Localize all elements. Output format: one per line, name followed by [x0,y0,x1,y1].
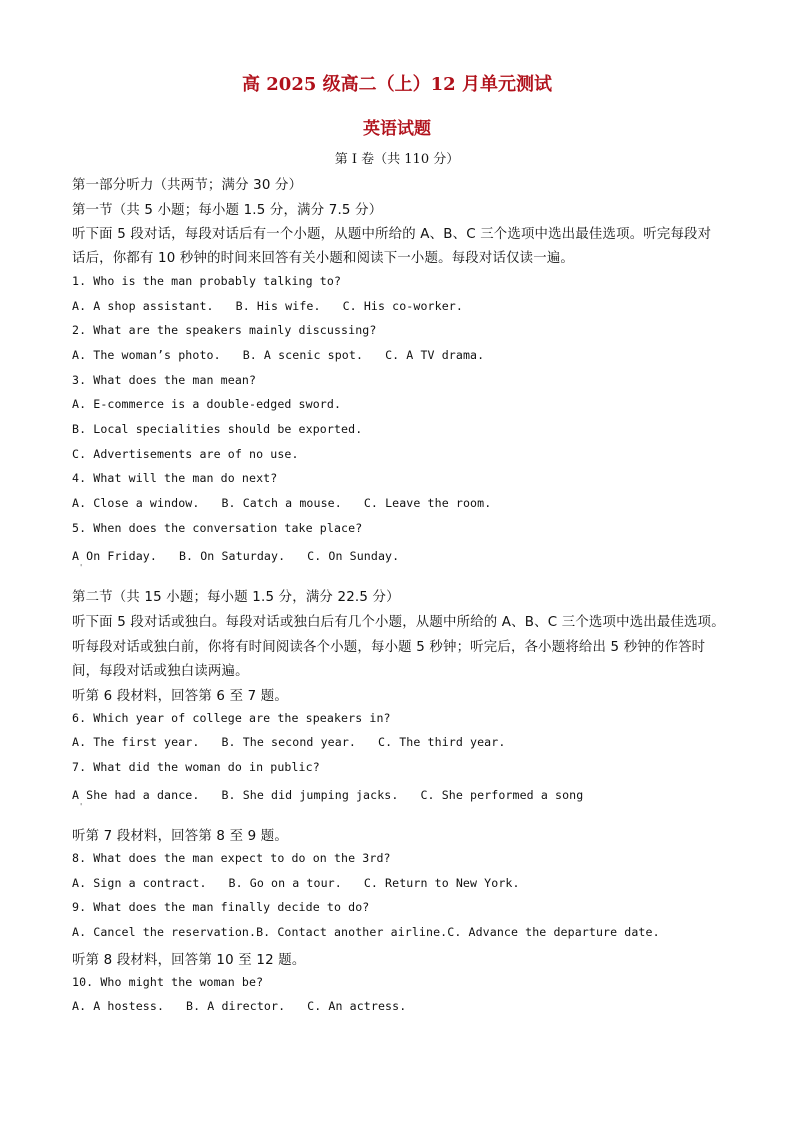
section1-instructions-line1: 听下面 5 段对话，每段对话后有一个小题，从题中所给的 A、B、C 三个选项中选出最佳选项。听完每段对 [72,227,712,242]
question-10-options [72,999,406,1013]
option-b: B. His wife. [235,299,321,313]
question-5-stem: 5. When does the conversation take place? [72,521,363,535]
option-c: C. On Sunday. [307,549,400,563]
section2-instructions-line2: 听每段对话或独白前，你将有时间阅读各个小题，每小题 5 秒钟；听完后，各小题将给出 5 秒钟的作答时 [72,640,706,655]
option-b: B. On Saturday. [178,549,286,563]
question-4-stem: 4. What will the man do next? [72,471,278,485]
question-7-options [72,788,583,802]
question-5-options [72,549,399,563]
ocr-tick-mark: ' [80,563,83,572]
option-a: A She had a dance. [72,788,200,802]
option-b: B. Contact another airline. [256,925,448,939]
option-c: C. The third year. [377,735,506,749]
question-2-stem: 2. What are the speakers mainly discussing? [72,323,377,337]
option-a: A. A hostess. [72,999,165,1013]
question-3-option-c: C. Advertisements are of no use. [72,447,299,461]
question-9-stem: 9. What does the man finally decide to do? [72,900,370,914]
question-10-stem: 10. Who might the woman be? [72,975,264,989]
volume-heading: 第 I 卷（共 110 分） [334,152,460,167]
material-7-heading: 听第 7 段材料，回答第 8 至 9 题。 [72,829,288,844]
question-1-options [72,299,463,313]
option-c: C. She performed a song [420,788,584,802]
option-a: A. Close a window. [72,496,200,510]
option-a: A. Cancel the reservation. [72,925,257,939]
option-c: C. Leave the room. [363,496,492,510]
part1-heading: 第一部分听力（共两节；满分 30 分） [72,178,303,193]
question-6-stem: 6. Which year of college are the speakers in? [72,711,391,725]
question-2-options [72,348,484,362]
option-a: A. The first year. [72,735,200,749]
subject-title: 英语试题 [363,119,431,139]
question-3-option-b: B. Local specialities should be exported. [72,422,363,436]
option-b: B. Go on a tour. [228,876,342,890]
question-8-stem: 8. What does the man expect to do on the 3rd? [72,851,391,865]
question-7-stem: 7. What did the woman do in public? [72,760,320,774]
question-8-options [72,876,520,890]
option-c: C. Advance the departure date. [447,925,660,939]
option-c: C. A TV drama. [385,348,485,362]
section1-heading: 第一节（共 5 小题；每小题 1.5 分，满分 7.5 分） [72,203,383,218]
option-b: B. Catch a mouse. [221,496,342,510]
question-1-stem: 1. Who is the man probably talking to? [72,274,342,288]
option-a: A. Sign a contract. [72,876,207,890]
option-a: A. A shop assistant. [72,299,214,313]
material-8-heading: 听第 8 段材料，回答第 10 至 12 题。 [72,953,306,968]
question-9-options [72,925,660,939]
section1-instructions-line2: 话后，你都有 10 秒钟的时间来回答有关小题和阅读下一小题。每段对话仅读一遍。 [72,251,575,266]
option-b: B. A scenic spot. [242,348,364,362]
option-c: C. An actress. [307,999,407,1013]
option-c: C. His co-worker. [342,299,463,313]
section2-instructions-line1: 听下面 5 段对话或独白。每段对话或独白后有几个小题，从题中所给的 A、B、C 三个选项中选出最佳选项。 [72,615,725,630]
option-a: A. The woman’s photo. [72,348,221,362]
ocr-tick-mark: ' [80,802,83,811]
option-b: B. A director. [186,999,286,1013]
question-4-options [72,496,491,510]
section2-instructions-line3: 间，每段对话或独白读两遍。 [72,664,249,679]
question-3-stem: 3. What does the man mean? [72,373,257,387]
question-3-option-a: A. E-commerce is a double-edged sword. [72,397,342,411]
option-a: A On Friday. [72,549,157,563]
section2-heading: 第二节（共 15 小题；每小题 1.5 分，满分 22.5 分） [72,590,400,605]
option-c: C. Return to New York. [363,876,520,890]
option-b: B. The second year. [221,735,356,749]
exam-title: 高 2025 级高二（上）12 月单元测试 [242,74,552,95]
question-6-options [72,735,505,749]
option-b: B. She did jumping jacks. [221,788,399,802]
material-6-heading: 听第 6 段材料，回答第 6 至 7 题。 [72,689,288,704]
